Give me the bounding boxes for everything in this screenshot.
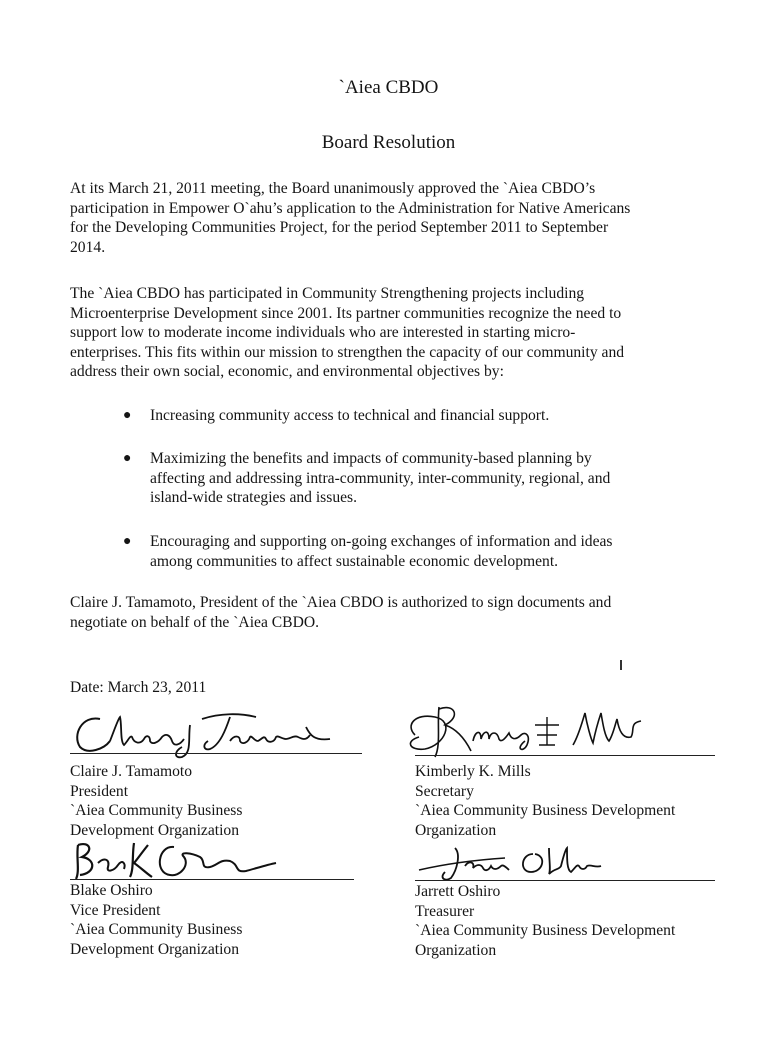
paragraph-line: 2014. — [70, 238, 106, 256]
signatory-org: `Aiea Community Business Development — [415, 802, 676, 820]
bullet-line: among communities to affect sustainable economic development. — [150, 552, 559, 570]
paragraph-line: support low to moderate income individuals who are interested in starting micro- — [70, 324, 576, 342]
authorization-paragraph — [70, 593, 720, 632]
signatory-org: Organization — [415, 941, 497, 959]
bullet-line: island-wide strategies and issues. — [150, 489, 358, 507]
paragraph-line: enterprises. This fits within our mission to strengthen the capacity of our community and — [70, 343, 625, 361]
signatory-org: Development Organization — [70, 940, 240, 958]
bullet-line: Maximizing the benefits and impacts of community-based planning by — [150, 450, 592, 467]
signatory-name: Claire J. Tamamoto — [70, 763, 193, 780]
signatory-title: Treasurer — [415, 902, 475, 920]
signatory-name: Jarrett Oshiro — [415, 883, 501, 900]
signatory-title: Vice President — [70, 901, 161, 919]
bullet-icon: ● — [123, 408, 132, 423]
signature-block-president — [70, 705, 390, 845]
signature-jarrett-oshiro — [415, 840, 655, 885]
signature-rule — [415, 755, 715, 756]
signature-rule — [70, 879, 354, 880]
paragraph-line: Microenterprise Development since 2001. Its partner communities recognize the need to — [70, 304, 622, 322]
signature-block-treasurer — [415, 840, 735, 970]
signature-rule — [415, 880, 715, 881]
mission-paragraph — [70, 284, 720, 382]
bullet-line: affecting and addressing intra-community, inter-community, regional, and — [150, 469, 611, 487]
bullet-icon: ● — [123, 451, 132, 466]
signature-block-vice-president — [70, 835, 390, 965]
signature-claire-tamamoto — [70, 705, 370, 760]
signatory-title: President — [70, 782, 129, 800]
resolution-date: Date: March 23, 2011 — [70, 679, 207, 696]
signatory-org: `Aiea Community Business — [70, 802, 243, 820]
paragraph-line: for the Developing Communities Project, for the period September 2011 to September — [70, 219, 609, 237]
signatory-org: `Aiea Community Business — [70, 921, 243, 939]
bullet-icon: ● — [123, 534, 132, 549]
signatory-org: `Aiea Community Business Development — [415, 922, 676, 940]
paragraph-line: negotiate on behalf of the `Aiea CBDO. — [70, 613, 319, 631]
document-title: Board Resolution — [321, 132, 456, 153]
signatory-name: Blake Oshiro — [70, 882, 153, 899]
signatory-org: Development Organization — [70, 821, 240, 839]
signatory-name: Kimberly K. Mills — [415, 763, 531, 780]
signatory-org: Organization — [415, 821, 497, 839]
paragraph-line: address their own social, economic, and environmental objectives by: — [70, 363, 504, 381]
paragraph-line: participation in Empower O`ahu’s application to the Administration for Native Americans — [70, 199, 631, 217]
signature-block-secretary — [415, 695, 735, 845]
signatory-title: Secretary — [415, 782, 474, 800]
signature-blake-oshiro — [70, 835, 330, 885]
bullet-line: Increasing community access to technical and financial support. — [150, 407, 550, 424]
bullet-line: Encouraging and supporting on-going exchanges of information and ideas — [150, 533, 613, 550]
organization-name: `Aiea CBDO — [338, 77, 439, 98]
signature-rule — [70, 753, 362, 754]
paragraph-line: The `Aiea CBDO has participated in Community Strengthening projects including — [70, 285, 585, 302]
paragraph-line: At its March 21, 2011 meeting, the Board unanimously approved the `Aiea CBDO’s — [70, 180, 596, 197]
paragraph-line: Claire J. Tamamoto, President of the `Aiea CBDO is authorized to sign documents and — [70, 594, 612, 611]
stray-mark — [620, 660, 622, 670]
approval-paragraph — [70, 179, 720, 257]
